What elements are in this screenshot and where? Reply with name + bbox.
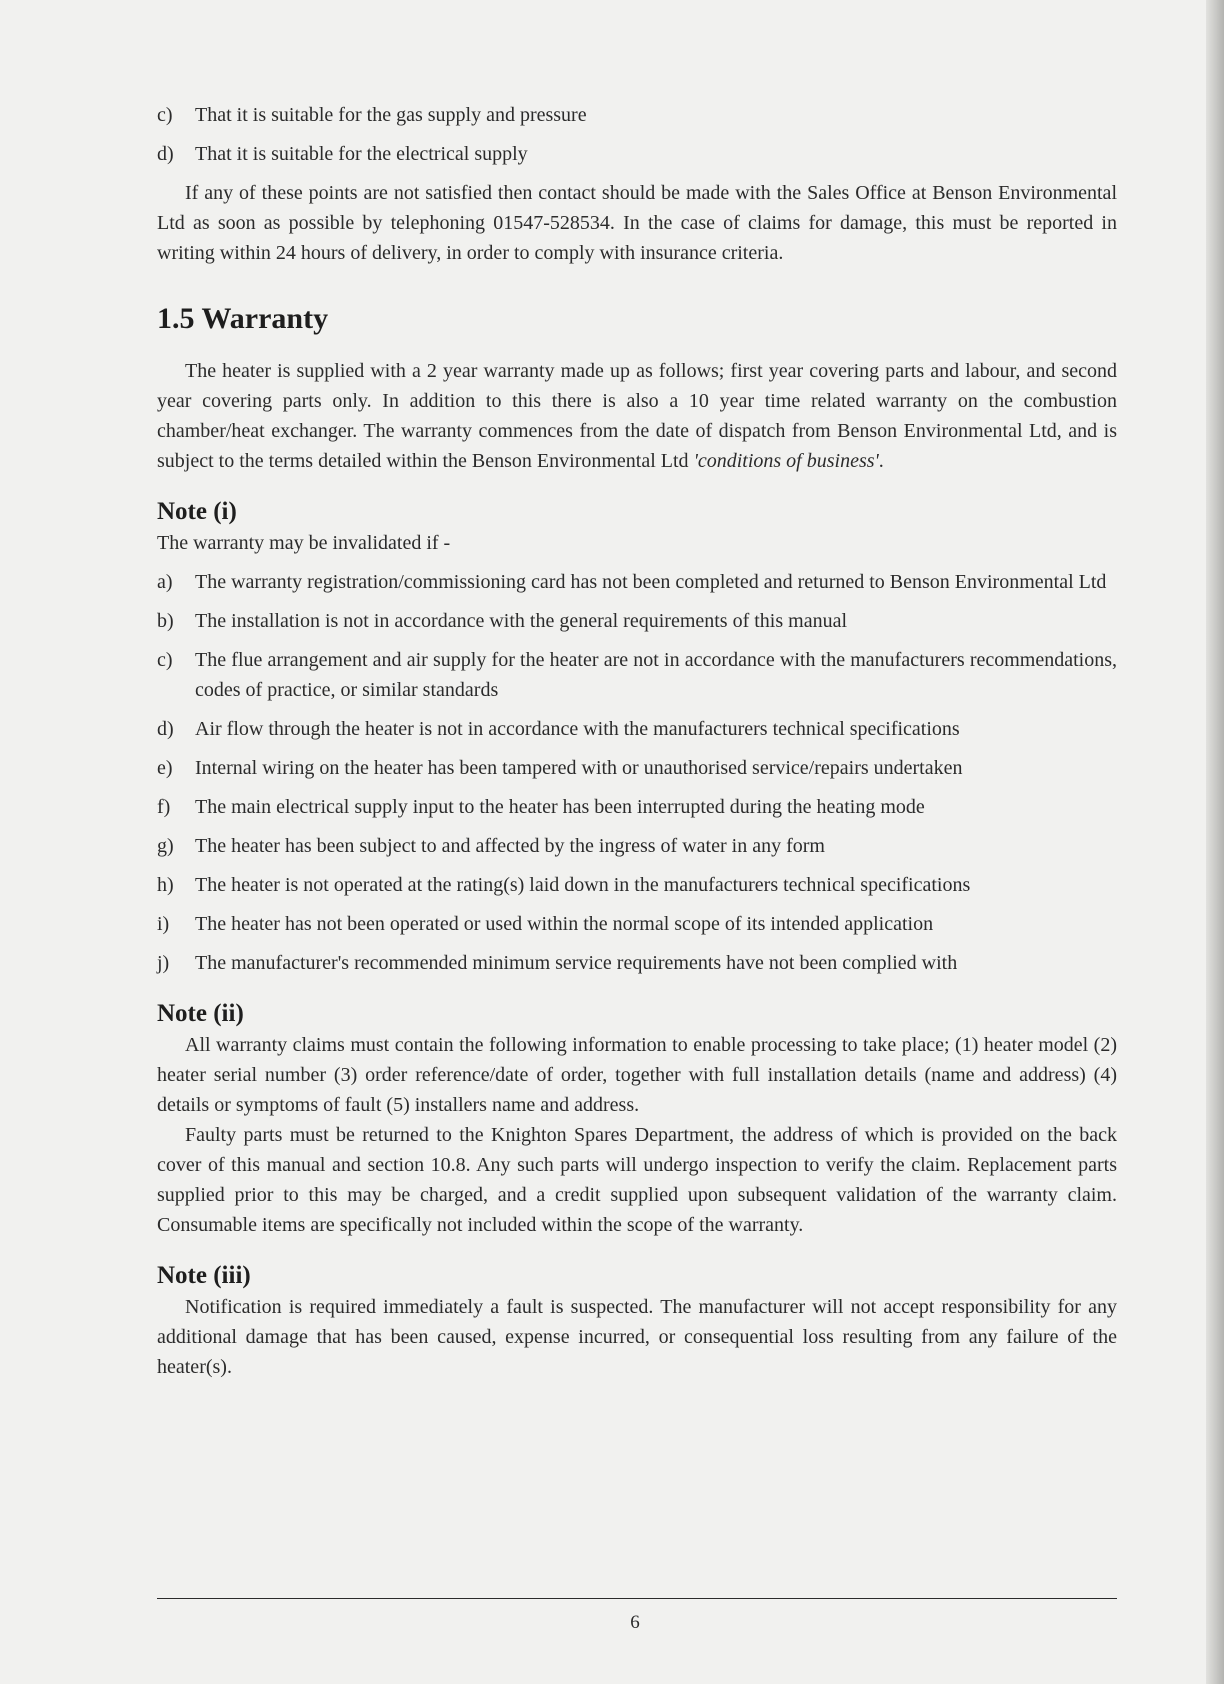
- list-item: [157, 792, 1117, 822]
- list-item-label: d): [157, 718, 174, 740]
- intro-paragraph: If any of these points are not satisfied then contact should be made with the Sales Office at Benson Environmental Ltd as soon as possible by telephoning 01547-528534. In the case of claims for damage, this must be reported in writing within 24 hours of delivery, in order to comply with insurance criteria.: [157, 182, 1117, 264]
- note-heading-i: Note (i): [157, 498, 237, 525]
- list-item-label: d): [157, 143, 174, 165]
- list-item-label: c): [157, 104, 173, 126]
- list-item-label: e): [157, 757, 173, 779]
- list-item-text: Air flow through the heater is not in accordance with the manufacturers technical specifications: [195, 718, 960, 740]
- list-item-label: a): [157, 571, 173, 593]
- list-item-text: Internal wiring on the heater has been tampered with or unauthorised service/repairs undertaken: [195, 757, 963, 779]
- list-item-text: The manufacturer's recommended minimum service requirements have not been complied with: [195, 952, 958, 974]
- note-heading-iii: Note (iii): [157, 1262, 251, 1289]
- list-item: [157, 606, 1117, 636]
- list-item-label: c): [157, 649, 173, 671]
- list-item-text: The heater has been subject to and affected by the ingress of water in any form: [195, 835, 825, 857]
- list-item: [157, 948, 1117, 978]
- list-item: [157, 909, 1117, 939]
- warranty-conditions-italic: 'conditions of business': [693, 450, 879, 472]
- list-item-text: The heater has not been operated or used within the normal scope of its intended application: [195, 913, 934, 935]
- warranty-paragraph: [157, 356, 1117, 476]
- list-item-text: The flue arrangement and air supply for the heater are not in accordance with the manufacturers recommendations, codes of practice, or similar standards: [195, 649, 1117, 701]
- page-edge-shadow: [1206, 0, 1224, 1684]
- list-item: [157, 100, 1117, 130]
- list-item: [157, 753, 1117, 783]
- warranty-paragraph-end: .: [878, 450, 884, 472]
- list-item-label: f): [157, 796, 171, 818]
- list-item-text: That it is suitable for the gas supply and pressure: [195, 104, 587, 126]
- list-item-text: The installation is not in accordance with the general requirements of this manual: [195, 610, 848, 632]
- section-heading-warranty: 1.5 Warranty: [157, 302, 329, 335]
- document-body: [157, 100, 1117, 1382]
- list-item-text: The warranty registration/commissioning card has not been completed and returned to Benson Environmental Ltd: [195, 571, 1107, 593]
- list-item-text: That it is suitable for the electrical supply: [195, 143, 528, 165]
- list-item-label: i): [157, 913, 170, 935]
- note-iii-paragraph: Notification is required immediately a fault is suspected. The manufacturer will not accept responsibility for any additional damage that has been caused, expense incurred, or consequential loss resulting from any failure of the heater(s).: [157, 1296, 1117, 1378]
- footer-rule: [157, 1598, 1117, 1599]
- list-item: [157, 870, 1117, 900]
- note-heading-ii: Note (ii): [157, 1000, 244, 1027]
- list-item: [157, 567, 1117, 597]
- note-ii-paragraph-1: All warranty claims must contain the following information to enable processing to take place; (1) heater model (2) heater serial number (3) order reference/date of order, together with full installation details (name and address) (4) details or symptoms of fault (5) installers name and address.: [157, 1034, 1117, 1116]
- list-item-label: g): [157, 835, 174, 857]
- list-item: [157, 645, 1117, 705]
- list-item-text: The heater is not operated at the rating(s) laid down in the manufacturers technical specifications: [195, 874, 971, 896]
- list-item-label: b): [157, 610, 174, 632]
- warranty-paragraph-text: The heater is supplied with a 2 year warranty made up as follows; first year covering parts and labour, and second year covering parts only. In addition to this there is also a 10 year time related warranty on the combustion chamber/heat exchanger. The warranty commences from the date of dispatch from Benson Environmental Ltd, and is subject to the terms detailed within the Benson Environmental Ltd: [157, 360, 1117, 472]
- list-item-label: h): [157, 874, 174, 896]
- list-item: [157, 714, 1117, 744]
- list-item: [157, 831, 1117, 861]
- note-i-intro: The warranty may be invalidated if -: [157, 532, 451, 554]
- note-ii-paragraph-2: Faulty parts must be returned to the Knighton Spares Department, the address of which is provided on the back cover of this manual and section 10.8. Any such parts will undergo inspection to verify the claim. Replacement parts supplied prior to this may be charged, and a credit supplied upon subsequent validation of the warranty claim. Consumable items are specifically not included within the scope of the warranty.: [157, 1124, 1117, 1236]
- list-item-text: The main electrical supply input to the heater has been interrupted during the heating mode: [195, 796, 925, 818]
- page-number: 6: [630, 1612, 640, 1633]
- list-item-label: j): [157, 952, 170, 974]
- list-item: [157, 139, 1117, 169]
